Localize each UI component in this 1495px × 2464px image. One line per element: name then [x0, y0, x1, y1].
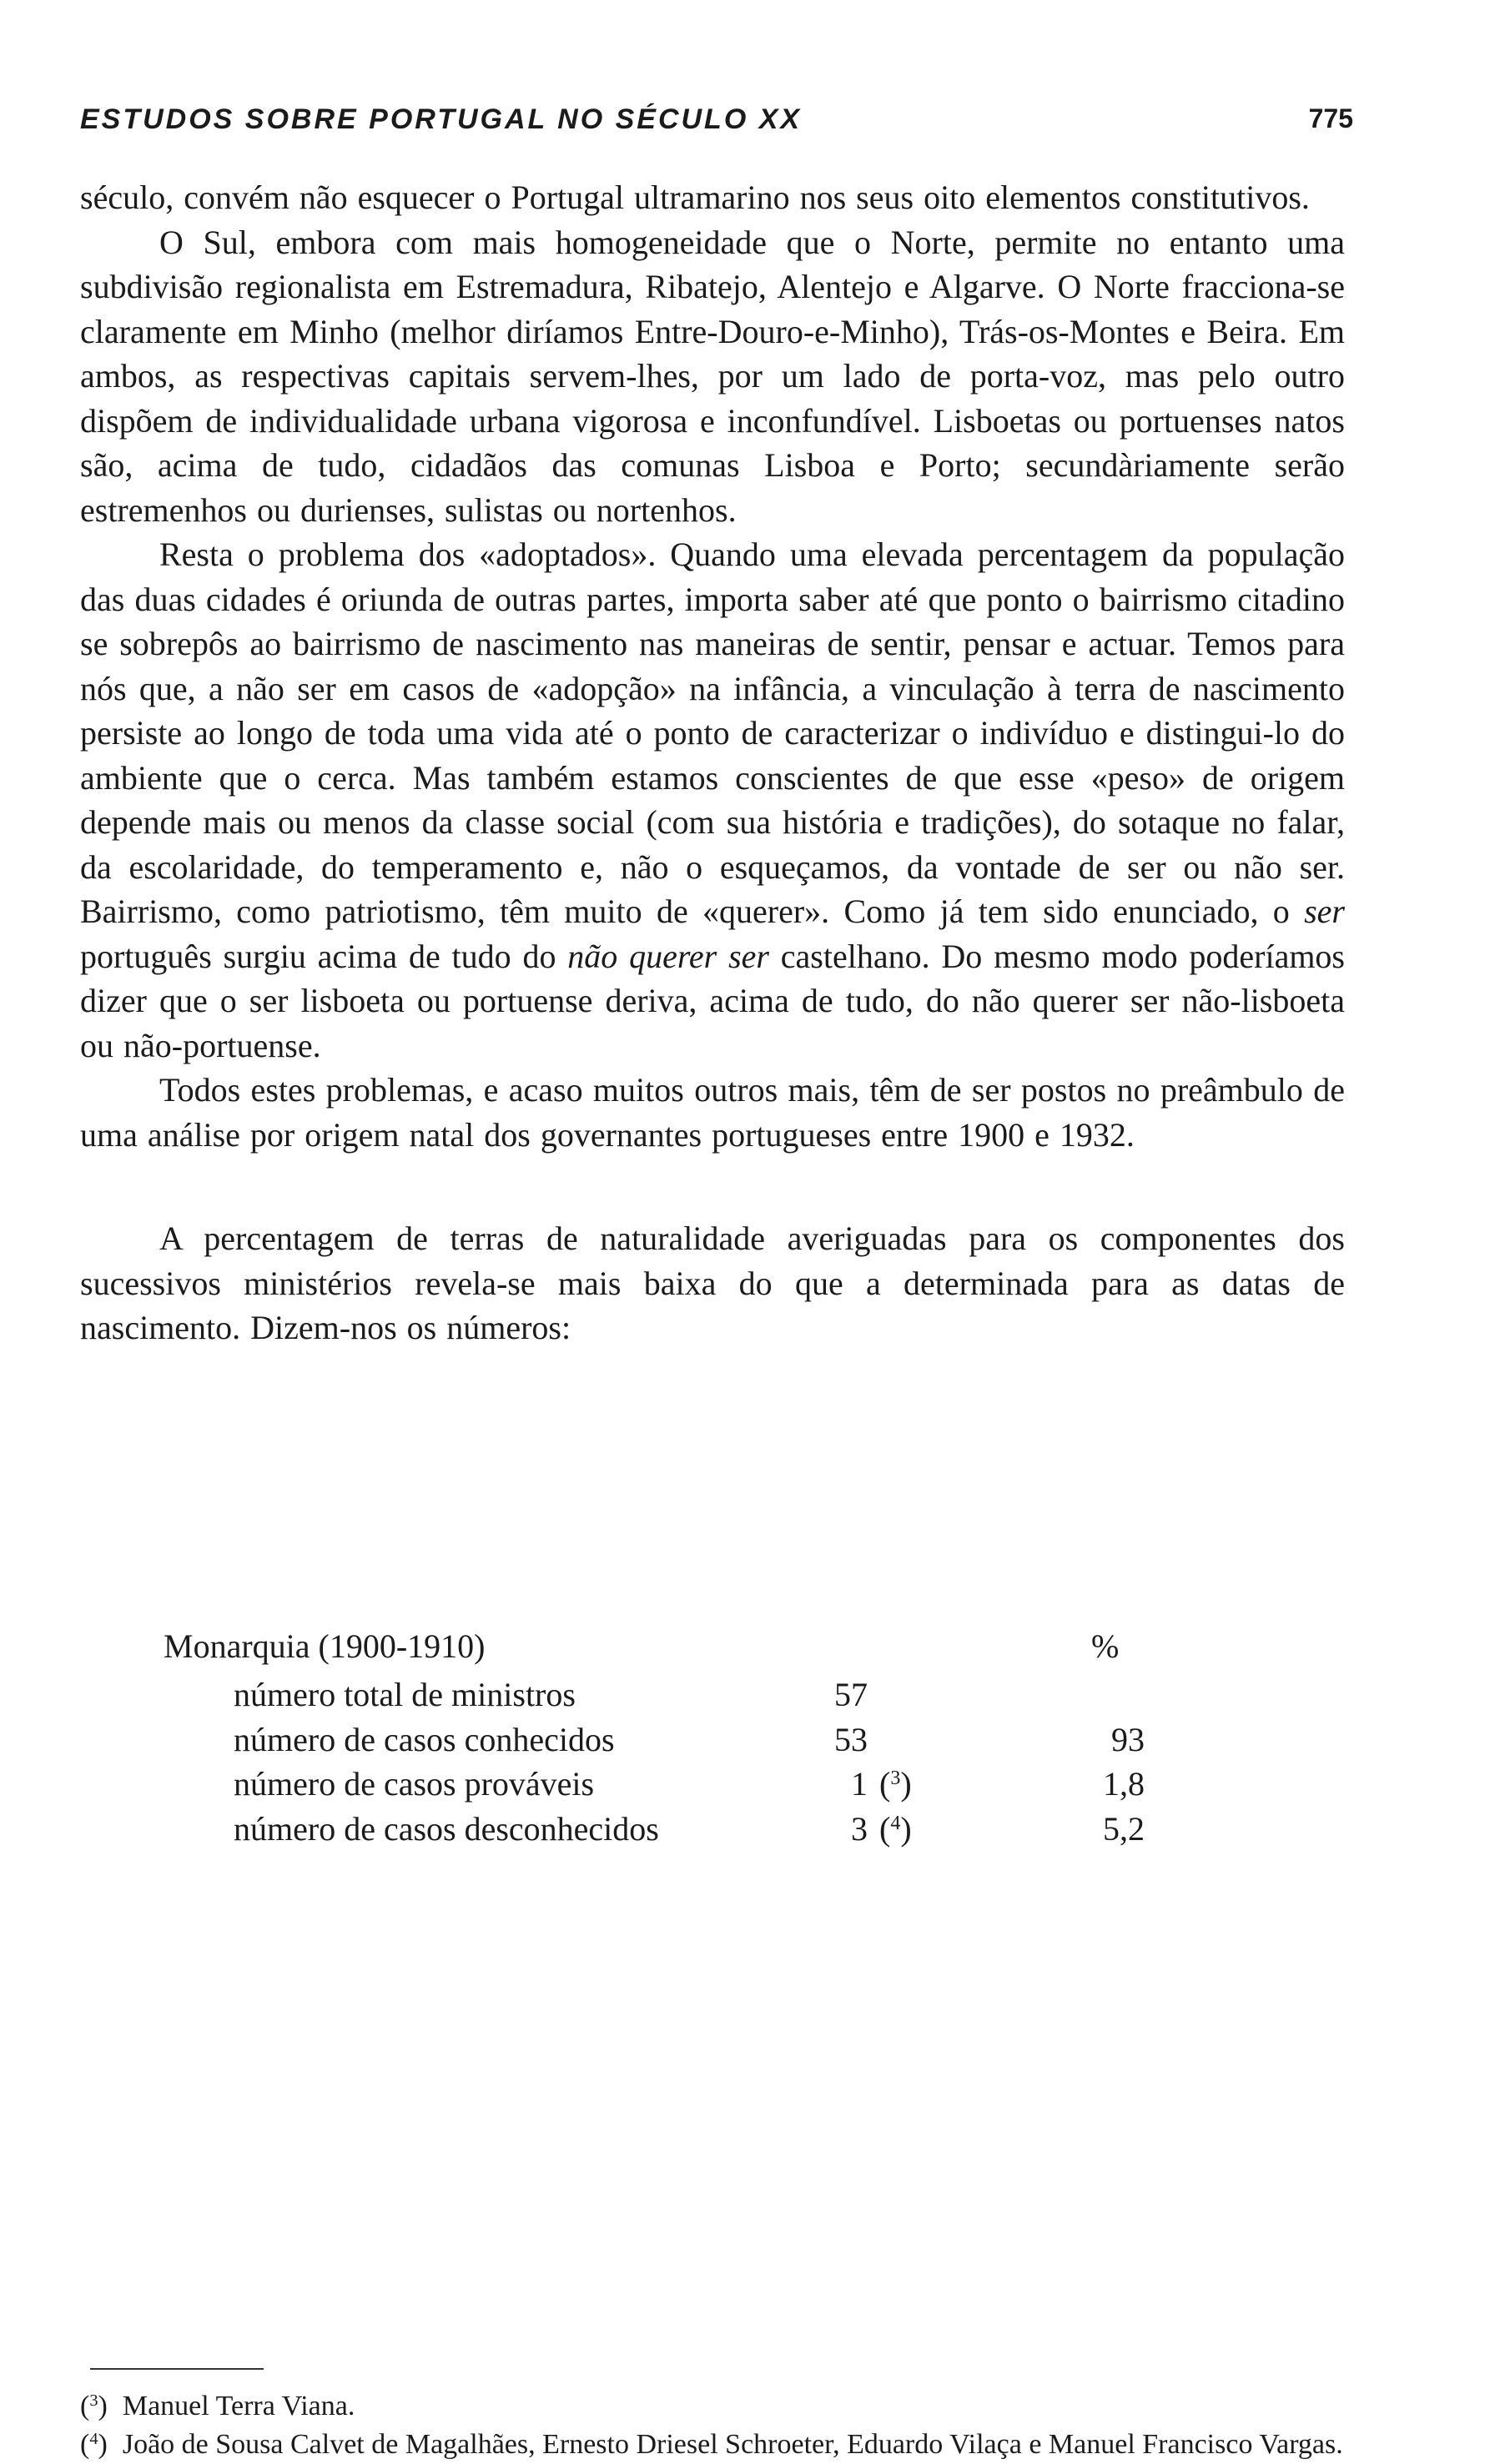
footnote-text: Manuel Terra Viana.	[122, 2391, 355, 2421]
row-count: 57	[834, 1676, 868, 1713]
row-label: número de casos conhecidos	[234, 1720, 615, 1758]
table-title: Monarquia (1900-1910)	[164, 1627, 486, 1665]
footnote-number: 4	[89, 2429, 98, 2448]
paragraph-3-emphasis-1: ser	[1304, 893, 1345, 930]
running-head: ESTUDOS SOBRE PORTUGAL NO SÉCULO XX	[80, 103, 803, 135]
table-row	[164, 1675, 1165, 1720]
table-header	[164, 1627, 1165, 1675]
page-number: 775	[1308, 103, 1353, 133]
footnote	[80, 2426, 1345, 2464]
paragraph-4: Todos estes problemas, e acaso muitos outros mais, têm de ser postos no preâmbulo de uma análise por origem natal dos governantes portugueses entre 1900 e 1932.	[80, 1071, 1345, 1154]
row-label: número de casos desconhecidos	[234, 1809, 659, 1848]
footnote-text: João de Sousa Calvet de Magalhães, Ernesto Driesel Schroeter, Eduardo Vilaça e Manuel Francisco Vargas.	[122, 2429, 1343, 2460]
footnote-divider	[90, 2368, 264, 2370]
paragraph-2: O Sul, embora com mais homogeneidade que o Norte, permite no entanto uma subdivisão regionalista em Estremadura, Ribatejo, Alentejo e Algarve. O Norte fracciona-se claramente em Minho (melhor diríamos Entre-Douro-e-Minho), Trás-os-Montes e Beira. Em ambos, as respectivas capitais servem-lhes, por um lado de porta-voz, mas pelo outro dispõem de individualidade urbana vigorosa e inconfundível. Lisboetas ou portuenses natos são, acima de tudo, cidadãos das comunas Lisboa e Porto; secundàriamente serão estremenhos ou durienses, sulistas ou nortenhos.	[80, 223, 1345, 529]
row-percent: 93	[1111, 1720, 1145, 1758]
row-percent: 1,8	[1103, 1765, 1145, 1803]
row-footnote-ref: ($^3$)	[879, 1765, 912, 1803]
footnote-ref-number: 3	[890, 1767, 901, 1789]
page-header	[80, 103, 1375, 143]
table-row	[164, 1720, 1165, 1765]
table-row	[164, 1764, 1165, 1809]
row-footnote-ref: ($^4$)	[879, 1809, 912, 1848]
row-label: número de casos prováveis	[234, 1765, 595, 1803]
paragraph-1: século, convém não esquecer o Portugal ultramarino nos seus oito elementos constitutivos.	[80, 179, 1310, 216]
footnote	[80, 2387, 1345, 2426]
footnote-mark: ($^4$)	[80, 2429, 108, 2460]
row-count: 3	[851, 1809, 868, 1848]
body-text	[80, 175, 1345, 1350]
table-row	[164, 1809, 1165, 1854]
paragraph-5: A percentagem de terras de naturalidade averiguadas para os componentes dos sucessivos ministérios revela-se mais baixa do que a determinada para as datas de nascimento. Dizem-nos os números:	[80, 1219, 1345, 1346]
statistics-table	[164, 1627, 1165, 1853]
footnote-mark: ($^3$)	[80, 2391, 108, 2421]
footnotes	[80, 2387, 1345, 2464]
row-count: 1	[851, 1765, 868, 1803]
footnote-number: 3	[89, 2391, 98, 2410]
paragraph-3-text-a: Resta o problema dos «adoptados». Quando uma elevada percentagem da população das duas cidades é oriunda de outras partes, importa saber até que ponto o bairrismo citadino se sobrepôs ao bairrismo de nascimento nas maneiras de sentir, pensar e actuar. Temos para nós que, a não ser em casos de «adopção» na infância, a vinculação à terra de nascimento persiste ao longo de toda uma vida até o ponto de caracterizar o indivíduo e distingui-lo do ambiente que o cerca. Mas também estamos conscientes de que esse «peso» de origem depende mais ou menos da classe social (com sua história e tradições), do sotaque no falar, da escolaridade, do temperamento e, não o esqueçamos, da vontade de ser ou não ser. Bairrismo, como patriotismo, têm muito de «querer». Como já tem sido enunciado, o	[80, 536, 1345, 930]
percent-header: %	[1091, 1627, 1120, 1665]
row-percent: 5,2	[1103, 1809, 1145, 1848]
paragraph-3-text-b: português surgiu acima de tudo do	[80, 937, 568, 975]
paragraph-3-text-c: castelhano. Do mesmo modo poderíamos dizer que o ser lisboeta ou portuense deriva, acima de tudo, do não querer ser não-lisboeta ou não-portuense.	[80, 937, 1345, 1064]
paragraph-3-emphasis-2: não querer ser	[567, 937, 769, 975]
row-label: número total de ministros	[234, 1676, 576, 1713]
row-count: 53	[834, 1720, 868, 1758]
footnote-ref-number: 4	[890, 1812, 901, 1834]
paragraph-3	[80, 532, 1345, 1068]
